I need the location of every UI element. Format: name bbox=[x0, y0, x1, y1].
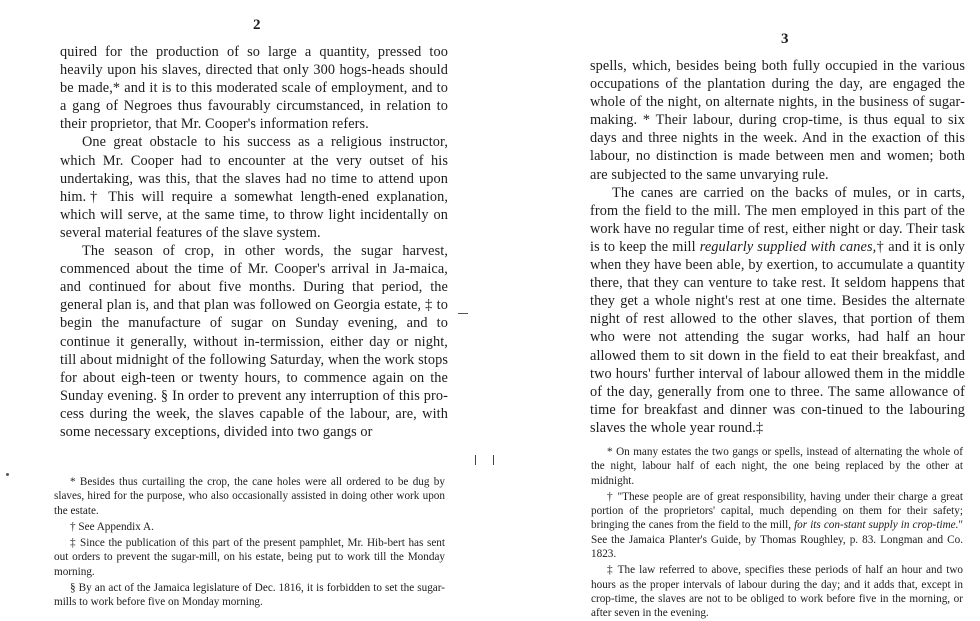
paragraph-part: † and it is only when they have been able, by exertion, to accumulate a quantity there, that they can venture to take rest. It seldom happens that they get a whole night's rest at one time. Besides the alternate night of rest allowed to the other slaves, that portion of them who were not attending the sugar works, had half an hour allowed them to sit down in the field to eat their breakfast, and two hours' further interval of labour allowed them in the middle of the day, generally from one to three. The same allowance of time for breakfast and dinner was con-tinued to the labouring slaves the whole year round.‡ bbox=[590, 238, 965, 436]
body-text bbox=[590, 57, 965, 437]
ink-dash bbox=[458, 313, 468, 314]
paragraph: spells, which, besides being both fully occupied in the various occupations of the plantation during the day, are engaged the whole of the night, on alternate nights, in the business of sugar-making. * Their labour, during crop-time, is thus equal to six days and three nights in the week. And in the exaction of this labour, no distinction is made between men and women; both are subjected to the same unvarying rule. bbox=[590, 58, 965, 183]
footnote: § By an act of the Jamaica legislature of Dec. 1816, it is forbidden to set the sugar-mills to work before five on Monday morning. bbox=[54, 582, 445, 609]
paragraph: quired for the production of so large a quantity, pressed too heavily upon his slaves, directed that only 300 hogs-heads should be made,* and it is to this moderated scale of employment, and to a gang of Negroes thus favourably circumstanced, in relation to their proprietor, that Mr. Cooper's information refers. bbox=[60, 44, 448, 133]
body-text bbox=[60, 43, 448, 441]
footnote: † See Appendix A. bbox=[70, 520, 154, 533]
page-number: 3 bbox=[781, 31, 789, 47]
emphasis: for its con-stant supply in crop-time. bbox=[794, 519, 959, 532]
right-page bbox=[490, 0, 980, 620]
paragraph bbox=[590, 184, 965, 437]
footnotes bbox=[54, 475, 445, 610]
paragraph-part: The canes are carried on the backs of mules, or in carts, from the field to the mill. The men employed in this part of the work have no regular time of rest, either night or day. Their task is to keep the mill bbox=[590, 184, 965, 255]
footnote-part: † "These people are of great responsibility, having under their charge a great portion of the proprietors' capital, much depending on them for their safety; bringing the canes from the field to the mill, bbox=[591, 490, 963, 532]
page-number: 2 bbox=[253, 17, 261, 33]
ink-speck bbox=[6, 473, 9, 476]
footnote bbox=[591, 490, 963, 561]
footnote-part: " See the Jamaica Planter's Guide, by Thomas Roughley, p. 83. Longman and Co. 1823. bbox=[591, 519, 963, 561]
footnote: ‡ Since the publication of this part of the present pamphlet, Mr. Hib-bert has sent out orders to prevent the sugar-mill, on his estate, being put to work till the Monday morning. bbox=[54, 537, 445, 578]
paragraph: One great obstacle to his success as a religious instructor, which Mr. Cooper had to encounter at the very outset of his undertaking, was this, that the slaves had no time to attend upon him.† This will require a somewhat length-ened explanation, which will serve, at the same time, to throw light incidentally on several material features of the slave system. bbox=[60, 134, 448, 241]
paragraph: The season of crop, in other words, the sugar harvest, commenced about the time of Mr. Cooper's arrival in Ja-maica, and continued for about five months. During that period, the general plan is, and that plan was followed on Georgia estate, ‡ to begin the manufacture of sugar on Sunday evening, and to continue it generally, without in-termission, either day or night, till about midnight of the following Saturday, when the work stops for about eigh-teen or twenty hours, to commence again on the Sunday evening. § In order to prevent any interruption of this pro-cess during the week, the slaves capable of the labour, are, with some necessary exceptions, divided into two gangs or bbox=[60, 243, 448, 440]
footnote: ‡ The law referred to above, specifies these periods of half an hour and two hours as the proper intervals of labour during the day; and it adds that, except in crop-time, the slaves are not to be obliged to work before five in the morning, or after seven in the evening. bbox=[591, 564, 963, 620]
footnote: * On many estates the two gangs or spells, instead of alternating the whole of the night, labour half of each night, the one being replaced by the other at midnight. bbox=[591, 446, 963, 487]
emphasis: regularly supplied with canes, bbox=[699, 238, 877, 255]
gutter-mark bbox=[475, 455, 476, 465]
footnotes bbox=[591, 445, 963, 621]
left-page bbox=[0, 0, 490, 620]
footnote: * Besides thus curtailing the crop, the cane holes were all ordered to be dug by slaves, hired for the purpose, who also occasionally assisted in doing other work upon the estate. bbox=[54, 476, 445, 517]
gutter-mark bbox=[493, 455, 494, 465]
